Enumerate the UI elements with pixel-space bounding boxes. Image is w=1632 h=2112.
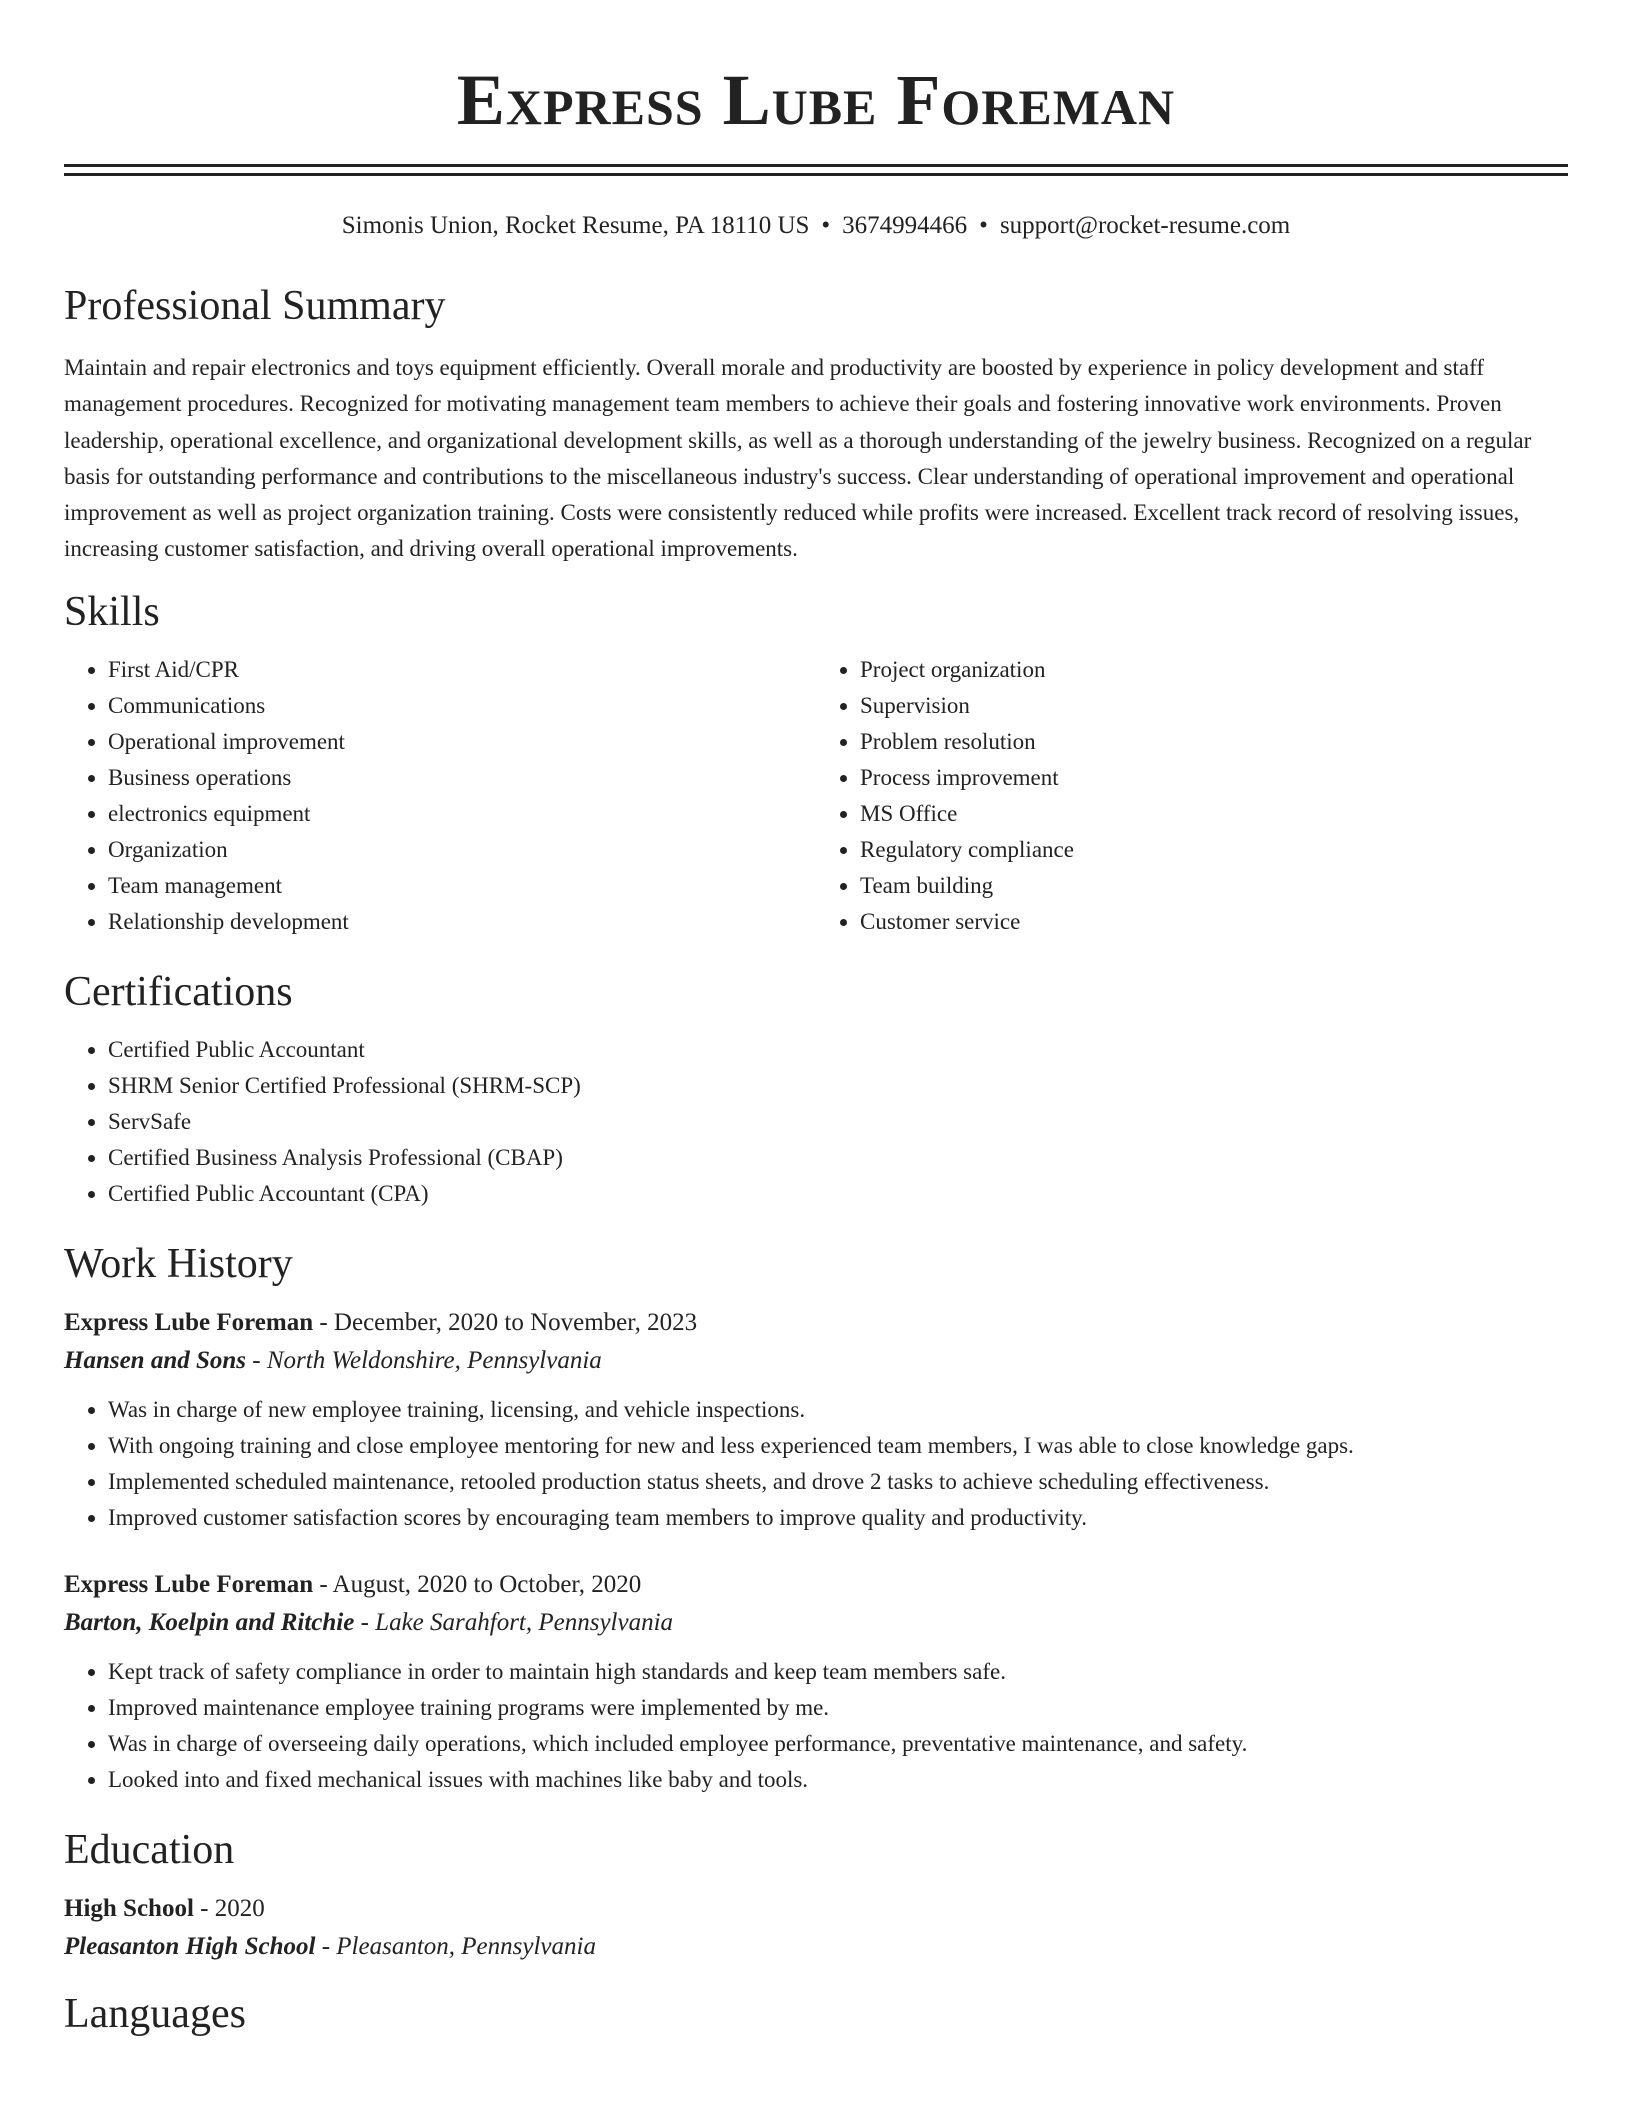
skill-item: • Regulatory compliance bbox=[860, 832, 1568, 868]
contact-phone: 3674994466 bbox=[842, 212, 968, 239]
job-bullet: • Was in charge of overseeing daily operations, which included employee performance, preventative maintenance, and safety. bbox=[108, 1726, 1568, 1762]
contact-separator: • bbox=[979, 212, 988, 239]
job-bullet: • Was in charge of new employee training, licensing, and vehicle inspections. bbox=[108, 1392, 1568, 1428]
skill-item: • Business operations bbox=[108, 760, 816, 796]
certification-item: • Certified Public Accountant bbox=[108, 1032, 1568, 1068]
job-title: Express Lube Foreman bbox=[64, 1570, 314, 1598]
skill-item: • Problem resolution bbox=[860, 724, 1568, 760]
skills-left-list bbox=[64, 652, 816, 940]
contact-address: Simonis Union, Rocket Resume, PA 18110 US bbox=[341, 212, 810, 239]
education-degree: High School bbox=[64, 1894, 194, 1922]
skill-item: • electronics equipment bbox=[108, 796, 816, 832]
skill-item: • Customer service bbox=[860, 904, 1568, 940]
skills-right-list bbox=[816, 652, 1568, 940]
job-dates: - August, 2020 to October, 2020 bbox=[313, 1570, 642, 1598]
summary-text: Maintain and repair electronics and toys equipment efficiently. Overall morale and productivity are boosted by experience in policy development and staff management procedures. Recognized for motivating management team members to achieve their goals and fostering innovative work environments. Proven leadership, operational excellence, and organizational development skills, as well as a thorough understanding of the jewelry business. Recognized on a regular basis for outstanding performance and contributions to the miscellaneous industry's success. Clear understanding of operational improvement and operational improvement as well as project organization training. Costs were consistently reduced while profits were increased. Excellent track record of resolving issues, increasing customer satisfaction, and driving overall operational improvements. bbox=[64, 355, 1532, 562]
skill-item: • Team building bbox=[860, 868, 1568, 904]
job-bullet: • Improved customer satisfaction scores by encouraging team members to improve quality and productivity. bbox=[108, 1500, 1568, 1536]
job-title-line bbox=[64, 1566, 1568, 1604]
certifications-heading: Certifications bbox=[64, 968, 293, 1015]
job-title: Express Lube Foreman bbox=[64, 1308, 314, 1336]
contact-line bbox=[64, 210, 1568, 242]
skill-item: • Communications bbox=[108, 688, 816, 724]
skill-item: • First Aid/CPR bbox=[108, 652, 816, 688]
job-bullets bbox=[64, 1392, 1568, 1536]
job-location: - Lake Sarahfort, Pennsylvania bbox=[354, 1608, 674, 1636]
resume-name: Express Lube Foreman bbox=[456, 60, 1176, 140]
certification-item: • SHRM Senior Certified Professional (SHRM-SCP) bbox=[108, 1068, 1568, 1104]
education-heading: Education bbox=[64, 1826, 235, 1873]
education-school: Pleasanton High School bbox=[64, 1932, 316, 1960]
certification-item: • Certified Business Analysis Professional (CBAP) bbox=[108, 1140, 1568, 1176]
certification-item: • Certified Public Accountant (CPA) bbox=[108, 1176, 1568, 1212]
job-entry bbox=[64, 1566, 1568, 1798]
skills-columns bbox=[64, 652, 1568, 940]
job-location: - North Weldonshire, Pennsylvania bbox=[246, 1346, 602, 1374]
skill-item: • Team management bbox=[108, 868, 816, 904]
job-company-line bbox=[64, 1604, 1568, 1642]
skill-item: • Project organization bbox=[860, 652, 1568, 688]
skill-item: • Process improvement bbox=[860, 760, 1568, 796]
job-bullet: • With ongoing training and close employee mentoring for new and less experienced team members, I was able to close knowledge gaps. bbox=[108, 1428, 1568, 1464]
header-double-rule bbox=[64, 164, 1568, 176]
certifications-list bbox=[64, 1032, 1568, 1212]
job-dates: - December, 2020 to November, 2023 bbox=[313, 1308, 698, 1336]
skill-item: • Operational improvement bbox=[108, 724, 816, 760]
job-bullet: • Looked into and fixed mechanical issues with machines like baby and tools. bbox=[108, 1762, 1568, 1798]
job-bullet: • Implemented scheduled maintenance, retooled production status sheets, and drove 2 tasks to achieve scheduling effectiveness. bbox=[108, 1464, 1568, 1500]
languages-heading: Languages bbox=[64, 1990, 246, 2037]
education-school-line bbox=[64, 1928, 1568, 1966]
skill-item: • Organization bbox=[108, 832, 816, 868]
job-bullets bbox=[64, 1654, 1568, 1798]
job-title-line bbox=[64, 1304, 1568, 1342]
work-history-heading: Work History bbox=[64, 1240, 293, 1287]
skill-item: • Supervision bbox=[860, 688, 1568, 724]
education-degree-line bbox=[64, 1890, 1568, 1928]
job-company: Barton, Koelpin and Ritchie bbox=[64, 1608, 355, 1636]
contact-email[interactable]: support@rocket-resume.com bbox=[999, 212, 1291, 239]
education-year: - 2020 bbox=[193, 1894, 265, 1922]
summary-heading: Professional Summary bbox=[64, 283, 446, 329]
job-bullet: • Kept track of safety compliance in order to maintain high standards and keep team members safe. bbox=[108, 1654, 1568, 1690]
education-location: - Pleasanton, Pennsylvania bbox=[315, 1932, 596, 1960]
job-company: Hansen and Sons bbox=[64, 1346, 247, 1374]
contact-separator: • bbox=[821, 212, 831, 239]
job-entry bbox=[64, 1304, 1568, 1536]
job-company-line bbox=[64, 1342, 1568, 1380]
certification-item: • ServSafe bbox=[108, 1104, 1568, 1140]
job-bullet: • Improved maintenance employee training programs were implemented by me. bbox=[108, 1690, 1568, 1726]
skill-item: • Relationship development bbox=[108, 904, 816, 940]
skills-heading: Skills bbox=[64, 588, 160, 635]
skill-item: • MS Office bbox=[860, 796, 1568, 832]
